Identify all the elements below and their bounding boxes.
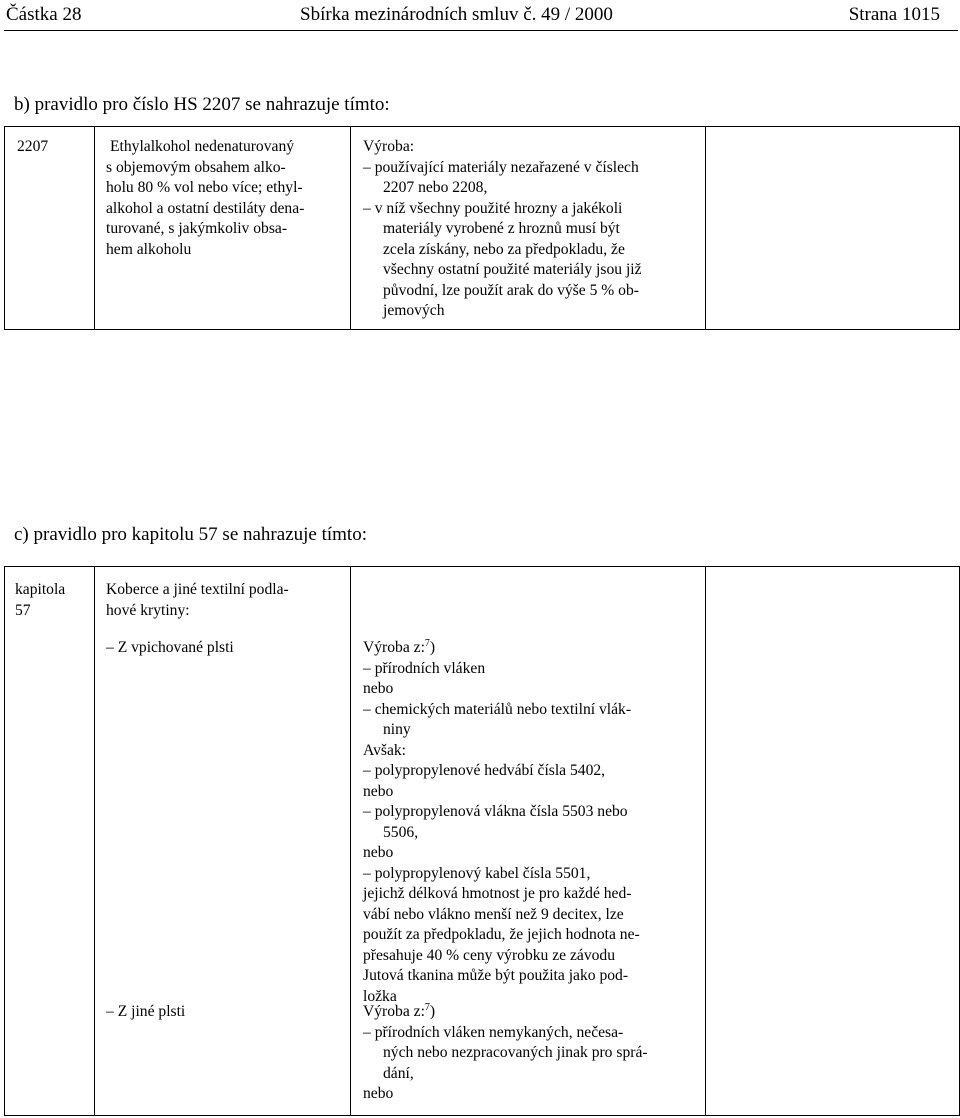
rule-line: materiály vyrobené z hroznů musí být xyxy=(383,220,620,237)
rule-line: niny xyxy=(383,721,411,738)
chapter-code xyxy=(15,580,65,621)
footnote-ref: 7 xyxy=(424,1001,430,1013)
rule-line: nebo xyxy=(363,1085,394,1102)
rule-line: – polypropylenový kabel čísla 5501, xyxy=(363,864,591,882)
rule-line: 2207 nebo 2208, xyxy=(383,179,488,196)
rule-line: – přírodních vláken nemykaných, nečesa- xyxy=(363,1023,624,1041)
description-line: s objemovým obsahem alko- xyxy=(106,158,286,176)
working-rule-other-felt xyxy=(363,1002,648,1105)
rule-line: – v níž všechny použité hrozny a jakékoli xyxy=(363,199,623,217)
header-part: Částka 28 xyxy=(6,4,82,25)
rule-line: ložka xyxy=(363,987,397,1005)
table-section-c xyxy=(4,566,960,1116)
rule-line: jemových xyxy=(383,302,445,319)
description-line: Ethylalkohol nedenaturovaný xyxy=(110,138,295,155)
rule-line: Avšak: xyxy=(363,741,407,759)
column-divider xyxy=(94,127,95,329)
working-rule-needled-felt xyxy=(363,638,640,1007)
column-divider xyxy=(94,567,95,1115)
rule-line: – přírodních vláken xyxy=(363,659,486,677)
chapter-code-line: kapitola xyxy=(15,581,66,598)
column-divider xyxy=(350,127,351,329)
rule-line: – polypropylenové hedvábí čísla 5402, xyxy=(363,762,606,779)
column-divider xyxy=(350,567,351,1115)
description-line: Koberce a jiné textilní podla- xyxy=(106,581,289,598)
rule-line: ných nebo nezpracovaných jinak pro sprá- xyxy=(383,1044,648,1061)
rule-line: dání, xyxy=(383,1064,414,1082)
description-line: hové krytiny: xyxy=(106,601,190,619)
rule-line: přesahuje 40 % ceny výrobku ze závodu xyxy=(363,946,616,964)
footnote-close: ) xyxy=(429,1003,436,1020)
description-line: holu 80 % vol nebo více; ethyl- xyxy=(106,179,303,196)
column-divider xyxy=(705,127,706,329)
section-b-heading: b) pravidlo pro číslo HS 2207 se nahrazuje tímto: xyxy=(14,94,390,115)
section-c-heading: c) pravidlo pro kapitolu 57 se nahrazuje tímto: xyxy=(14,524,367,545)
rule-line: vábí nebo vlákno menší než 9 decitex, lze xyxy=(363,905,624,923)
rule-line: nebo xyxy=(363,844,394,861)
rule-line: – chemických materiálů nebo textilní vlák- xyxy=(363,700,632,718)
rule-label: Výroba z: xyxy=(363,639,425,656)
product-description xyxy=(106,580,289,621)
rule-line: všechny ostatní použité materiály jsou již xyxy=(383,261,642,278)
column-divider xyxy=(705,567,706,1115)
rule-line: Jutová tkanina může být použita jako pod- xyxy=(363,967,629,984)
item-other-felt: – Z jiné plsti xyxy=(106,1003,186,1020)
table-section-b xyxy=(4,126,960,330)
footnote-close: ) xyxy=(429,639,436,656)
product-description xyxy=(106,137,304,260)
header-page-number: Strana 1015 xyxy=(848,4,940,25)
rule-line: nebo xyxy=(363,782,394,800)
description-line: turované, s jakýmkoliv obsa- xyxy=(106,220,288,237)
rule-line: 5506, xyxy=(383,823,419,841)
header-collection-title: Sbírka mezinárodních smluv č. 49 / 2000 xyxy=(300,4,613,25)
rule-line: původní, lze použít arak do výše 5 % ob- xyxy=(383,281,639,299)
hs-code: 2207 xyxy=(17,138,49,155)
chapter-code-line: 57 xyxy=(15,601,31,619)
description-line: alkohol a ostatní destiláty dena- xyxy=(106,199,305,217)
rule-line: Výroba: xyxy=(363,138,415,155)
rule-line: jejichž délková hmotnost je pro každé hed- xyxy=(363,885,632,902)
working-rule xyxy=(363,137,642,322)
rule-line: – polypropylenová vlákna čísla 5503 nebo xyxy=(363,803,628,820)
rule-line xyxy=(363,1002,648,1023)
rule-line: – používající materiály nezařazené v číslech xyxy=(363,158,639,176)
rule-label: Výroba z: xyxy=(363,1003,425,1020)
rule-line: použít za předpokladu, že jejich hodnota ne- xyxy=(363,926,640,943)
description-line: hem alkoholu xyxy=(106,240,192,258)
rule-line xyxy=(363,638,640,659)
item-needled-felt: – Z vpichované plsti xyxy=(106,639,234,656)
rule-line: zcela získány, nebo za předpokladu, že xyxy=(383,240,625,258)
header-rule xyxy=(4,30,958,31)
rule-line: nebo xyxy=(363,680,394,697)
footnote-ref: 7 xyxy=(424,637,430,649)
